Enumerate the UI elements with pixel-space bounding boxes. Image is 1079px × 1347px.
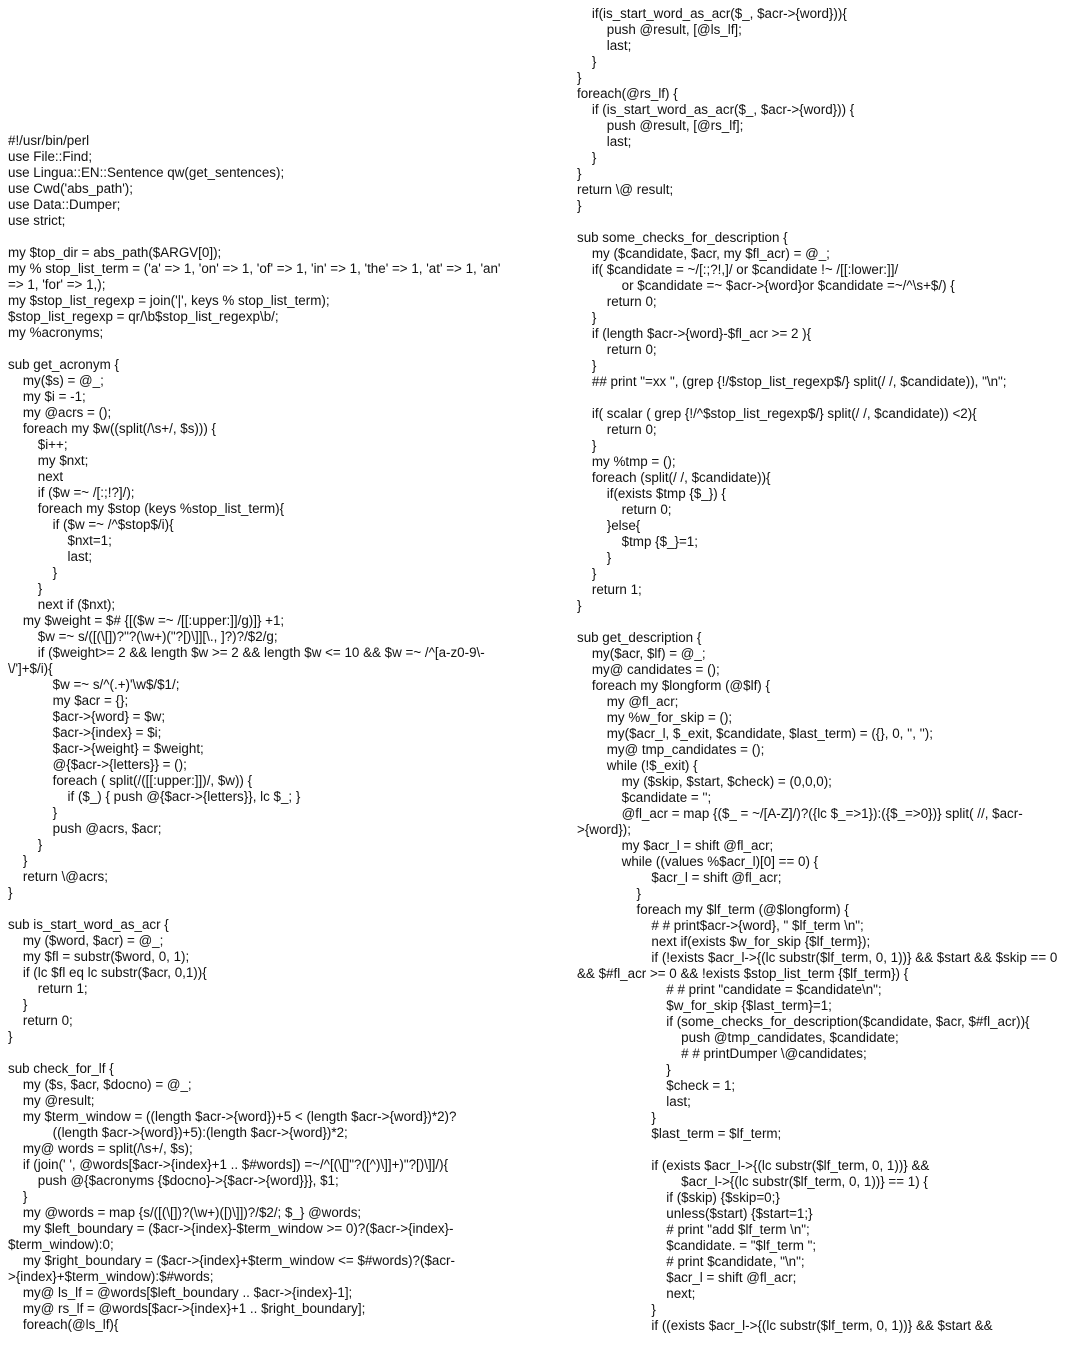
code-line xyxy=(8,341,568,357)
code-line: my($acr_l, $_exit, $candidate, $last_term) = ({}, 0, '', ''); xyxy=(577,726,933,741)
code-line: } xyxy=(577,1302,656,1317)
code-line: >{index}+$term_window):$#words; xyxy=(8,1269,214,1284)
code-line: if ((exists $acr_l->{(lc substr($lf_term, 0, 1))} && $start && xyxy=(577,1318,993,1333)
code-line: } xyxy=(577,886,641,901)
code-line: $i++; xyxy=(8,437,68,452)
code-line: my($acr, $lf) = @_; xyxy=(577,646,706,661)
code-line: foreach my $stop (keys %stop_list_term){ xyxy=(8,501,285,516)
code-line: if (join(' ', @words[$acr->{index}+1 .. $#words]) =~/^[(\[]"?([^)\]]+)"?[)\]]/){ xyxy=(8,1157,449,1172)
code-line: $candidate. = "$lf_term "; xyxy=(577,1238,817,1253)
code-line: use strict; xyxy=(8,213,66,228)
code-line: push @acrs, $acr; xyxy=(8,821,162,836)
code-line: if (!exists $acr_l->{(lc substr($lf_term, 0, 1))} && $start && $skip == 0 xyxy=(577,950,1058,965)
code-line: $check = 1; xyxy=(577,1078,736,1093)
code-line: if( $candidate = ~/[:;?!,]/ or $candidate !~ /[[:lower:]]/ xyxy=(577,262,899,277)
code-line: my $i = -1; xyxy=(8,389,86,404)
code-line: $last_term = $lf_term; xyxy=(577,1126,782,1141)
code-line: # print $candidate, "\n"; xyxy=(577,1254,805,1269)
code-line: $tmp {$_}=1; xyxy=(577,534,698,549)
code-line: ((length $acr->{word})+5):(length $acr->{word})*2; xyxy=(8,1125,348,1140)
code-line: my ($s, $acr, $docno) = @_; xyxy=(8,1077,192,1092)
code-line: my $stop_list_regexp = join('|', keys % stop_list_term); xyxy=(8,293,330,308)
code-line: return 0; xyxy=(577,502,672,517)
code-line: my@ rs_lf = @words[$acr->{index}+1 .. $right_boundary]; xyxy=(8,1301,366,1316)
code-line: my $top_dir = abs_path($ARGV[0]); xyxy=(8,245,222,260)
code-line xyxy=(577,1142,1077,1158)
code-line: $w_for_skip {$last_term}=1; xyxy=(577,998,832,1013)
code-line: push @tmp_candidates, $candidate; xyxy=(577,1030,899,1045)
code-line: if (some_checks_for_description($candidate, $acr, $#fl_acr)){ xyxy=(577,1014,1030,1029)
code-line: } xyxy=(8,853,28,868)
code-line: last; xyxy=(577,134,632,149)
code-line: my % stop_list_term = ('a' => 1, 'on' => 1, 'of' => 1, 'in' => 1, 'the' => 1, 'at' => 1, 'an' xyxy=(8,261,501,276)
code-line: @{$acr->{letters}} = (); xyxy=(8,757,187,772)
code-line: my@ candidates = (); xyxy=(577,662,720,677)
code-line: } xyxy=(577,1110,656,1125)
code-line: my $acr_l = shift @fl_acr; xyxy=(577,838,774,853)
code-line: my ($skip, $start, $check) = (0,0,0); xyxy=(577,774,832,789)
code-line: my %tmp = (); xyxy=(577,454,676,469)
code-line: return \@ result; xyxy=(577,182,674,197)
code-line: my $right_boundary = ($acr->{index}+$term_window <= $#words)?($acr- xyxy=(8,1253,455,1268)
code-line: } xyxy=(577,310,597,325)
code-line: next; xyxy=(577,1286,696,1301)
code-line: $candidate = ''; xyxy=(577,790,712,805)
code-line: } xyxy=(8,885,13,900)
code-line: my $term_window = ((length $acr->{word})+5 < (length $acr->{word})*2)? xyxy=(8,1109,457,1124)
code-line: my $fl = substr($word, 0, 1); xyxy=(8,949,190,964)
code-line: if ($w =~ /[:;!?]/); xyxy=(8,485,135,500)
code-line: }else{ xyxy=(577,518,641,533)
code-line: return \@acrs; xyxy=(8,869,108,884)
code-line: if( scalar ( grep {!/^$stop_list_regexp$/} split(/ /, $candidate)) <2){ xyxy=(577,406,977,421)
code-line: $acr_l = shift @fl_acr; xyxy=(577,870,782,885)
code-line: => 1, 'for' => 1,); xyxy=(8,277,106,292)
code-line: } xyxy=(577,70,582,85)
code-line: } xyxy=(577,566,597,581)
code-line xyxy=(577,614,1077,630)
code-line xyxy=(8,1045,568,1061)
code-line: #!/usr/bin/perl xyxy=(8,133,90,148)
code-line: } xyxy=(8,805,58,820)
code-line: $w =~ s/([(\[])?"?(\w+)("?[)\]][\., ]?)?/$2/g; xyxy=(8,629,278,644)
code-line: sub check_for_lf { xyxy=(8,1061,114,1076)
code-line: my @fl_acr; xyxy=(577,694,679,709)
code-line: # print "add $lf_term \n"; xyxy=(577,1222,810,1237)
code-line: } xyxy=(577,54,597,69)
code-line: foreach(@rs_lf) { xyxy=(577,86,678,101)
code-line: && $#fl_acr >= 0 && !exists $stop_list_term {$lf_term}) { xyxy=(577,966,909,981)
code-line: # # print$acr->{word}, " $lf_term \n"; xyxy=(577,918,864,933)
code-line: foreach my $lf_term (@$longform) { xyxy=(577,902,849,917)
code-line: return 0; xyxy=(577,422,657,437)
code-line: \/']+$/i){ xyxy=(8,661,53,676)
code-line: $nxt=1; xyxy=(8,533,112,548)
code-line: } xyxy=(8,565,58,580)
code-line: last; xyxy=(577,38,632,53)
code-line: } xyxy=(8,581,43,596)
code-line: foreach (split(/ /, $candidate)){ xyxy=(577,470,771,485)
code-line: } xyxy=(577,438,597,453)
code-line: use File::Find; xyxy=(8,149,93,164)
code-line: unless($start) {$start=1;} xyxy=(577,1206,813,1221)
code-line: # # print "candidate = $candidate\n"; xyxy=(577,982,882,997)
code-line: foreach my $longform (@$lf) { xyxy=(577,678,770,693)
code-line: } xyxy=(8,1029,13,1044)
code-line: next if(exists $w_for_skip {$lf_term}); xyxy=(577,934,871,949)
code-line: push @result, [@ls_lf]; xyxy=(577,22,742,37)
code-line: or $candidate =~ $acr->{word}or $candidate =~/^\s+$/) { xyxy=(577,278,955,293)
code-line: my ($candidate, $acr, my $fl_acr) = @_; xyxy=(577,246,830,261)
code-line: foreach ( split(/([[:upper:]])/, $w)) { xyxy=(8,773,253,788)
code-line: } xyxy=(577,358,597,373)
code-line: foreach my $w((split(/\s+/, $s))) { xyxy=(8,421,216,436)
code-line: # # printDumper \@candidates; xyxy=(577,1046,867,1061)
code-line: @fl_acr = map {($_ = ~/[A-Z]/)?({lc $_=>1}):({$_=>0})} split( //, $acr- xyxy=(577,806,1023,821)
code-line xyxy=(577,390,1077,406)
code-line: my @words = map {s/([(\[])?(\w+)([)\]])?/$2/; $_} @words; xyxy=(8,1205,362,1220)
code-line: my@ tmp_candidates = (); xyxy=(577,742,765,757)
code-line: } xyxy=(577,150,597,165)
code-line: $w =~ s/^(.+)'\w$/$1/; xyxy=(8,677,180,692)
code-line: push @{$acronyms {$docno}->{$acr->{word}}}, $1; xyxy=(8,1173,339,1188)
code-line: } xyxy=(8,997,28,1012)
code-line: } xyxy=(577,1062,671,1077)
code-line: sub get_acronym { xyxy=(8,357,119,372)
code-line: $acr_l->{(lc substr($lf_term, 0, 1))} == 1) { xyxy=(577,1174,928,1189)
code-line: if (exists $acr_l->{(lc substr($lf_term, 0, 1))} && xyxy=(577,1158,930,1173)
code-line: my@ ls_lf = @words[$left_boundary .. $acr->{index}-1]; xyxy=(8,1285,353,1300)
code-line xyxy=(577,214,1077,230)
code-line: push @result, [@rs_lf]; xyxy=(577,118,744,133)
code-line: next if ($nxt); xyxy=(8,597,116,612)
code-line: if ($_) { push @{$acr->{letters}}, lc $_; } xyxy=(8,789,301,804)
code-line: my($s) = @_; xyxy=(8,373,104,388)
code-line: sub is_start_word_as_acr { xyxy=(8,917,169,932)
code-line: my @result; xyxy=(8,1093,95,1108)
code-line: ## print "=xx ", (grep {!/$stop_list_regexp$/} split(/ /, $candidate)), "\n"; xyxy=(577,374,1007,389)
code-line: my $acr = {}; xyxy=(8,693,129,708)
code-line: return 0; xyxy=(577,342,657,357)
code-column-left xyxy=(8,133,568,1333)
code-line: return 1; xyxy=(8,981,88,996)
code-line: while (!$_exit) { xyxy=(577,758,698,773)
code-line: if (lc $fl eq lc substr($acr, 0,1)){ xyxy=(8,965,207,980)
code-line: >{word}); xyxy=(577,822,631,837)
code-line: if(is_start_word_as_acr($_, $acr->{word})){ xyxy=(577,6,847,21)
code-line: if (length $acr->{word}-$fl_acr >= 2 ){ xyxy=(577,326,812,341)
code-line: my $left_boundary = ($acr->{index}-$term_window >= 0)?($acr->{index}- xyxy=(8,1221,454,1236)
code-line: my ($word, $acr) = @_; xyxy=(8,933,164,948)
code-line: my@ words = split(/\s+/, $s); xyxy=(8,1141,193,1156)
code-line: use Data::Dumper; xyxy=(8,197,121,212)
code-line: next xyxy=(8,469,64,484)
code-line: use Cwd('abs_path'); xyxy=(8,181,133,196)
code-line: if(exists $tmp {$_}) { xyxy=(577,486,726,501)
code-line: $acr->{index} = $i; xyxy=(8,725,162,740)
code-line: if ($weight>= 2 && length $w >= 2 && length $w <= 10 && $w =~ /^[a-z0-9\- xyxy=(8,645,485,660)
code-line xyxy=(8,229,568,245)
code-line: return 0; xyxy=(8,1013,73,1028)
code-line: last; xyxy=(8,549,93,564)
code-line: if ($skip) {$skip=0;} xyxy=(577,1190,780,1205)
code-line: } xyxy=(577,598,582,613)
code-line: my %acronyms; xyxy=(8,325,104,340)
code-column-right xyxy=(577,6,1077,1334)
code-line: $term_window):0; xyxy=(8,1237,114,1252)
code-line: last; xyxy=(577,1094,691,1109)
code-line: if ($w =~ /^$stop$/i){ xyxy=(8,517,174,532)
code-line: if (is_start_word_as_acr($_, $acr->{word})) { xyxy=(577,102,855,117)
code-line: } xyxy=(577,198,582,213)
code-line: } xyxy=(8,837,43,852)
code-line: return 0; xyxy=(577,294,657,309)
code-line: while ((values %$acr_l)[0] == 0) { xyxy=(577,854,819,869)
code-line: $acr->{weight} = $weight; xyxy=(8,741,204,756)
code-line: my $weight = $# {[($w =~ /[[:upper:]]/g)]} +1; xyxy=(8,613,285,628)
code-line: } xyxy=(8,1189,28,1204)
code-line: $stop_list_regexp = qr/\b$stop_list_regexp\b/; xyxy=(8,309,279,324)
code-line: $acr_l = shift @fl_acr; xyxy=(577,1270,797,1285)
code-line: } xyxy=(577,550,612,565)
code-line: $acr->{word} = $w; xyxy=(8,709,166,724)
code-line: my %w_for_skip = (); xyxy=(577,710,733,725)
code-line: my @acrs = (); xyxy=(8,405,112,420)
code-line: foreach(@ls_lf){ xyxy=(8,1317,119,1332)
code-line: use Lingua::EN::Sentence qw(get_sentences); xyxy=(8,165,285,180)
code-line: return 1; xyxy=(577,582,642,597)
code-line xyxy=(8,901,568,917)
code-line: } xyxy=(577,166,582,181)
code-line: sub get_description { xyxy=(577,630,702,645)
code-line: sub some_checks_for_description { xyxy=(577,230,788,245)
code-line: my $nxt; xyxy=(8,453,89,468)
